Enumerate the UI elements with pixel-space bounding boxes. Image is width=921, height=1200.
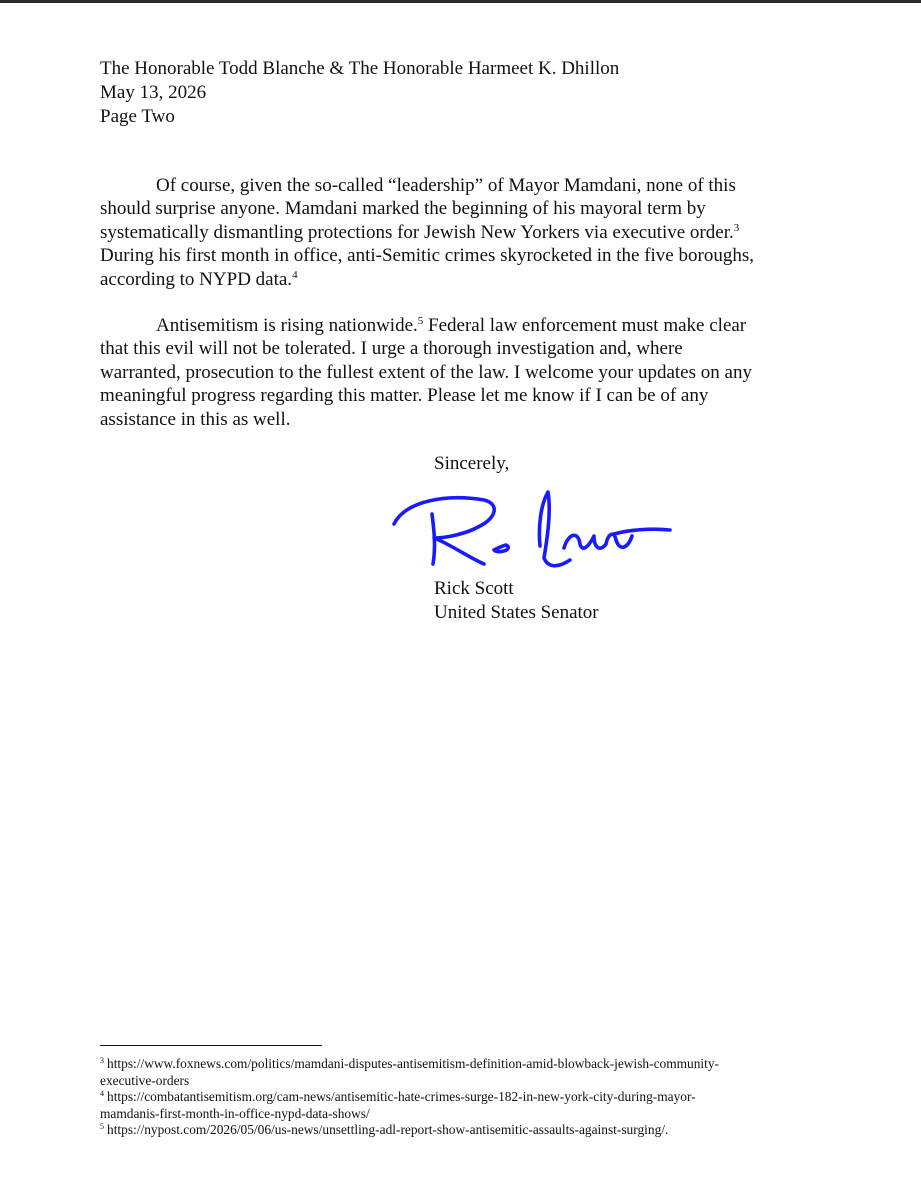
- closing-salutation: Sincerely,: [434, 453, 510, 474]
- footnote-line: executive-orders: [100, 1072, 190, 1088]
- line-text: Antisemitism is rising nationwide.: [156, 315, 418, 336]
- line-text: according to NYPD data.: [100, 268, 293, 290]
- paragraph-line: Of course, given the so-called “leadership” of Mayor Mamdani, none of this: [156, 175, 736, 196]
- header-recipients: The Honorable Todd Blanche & The Honorable Harmeet K. Dhillon: [100, 58, 620, 79]
- signer-title: United States Senator: [434, 602, 599, 623]
- footnote-number: 4: [100, 1089, 104, 1098]
- footnote-4: [100, 1089, 840, 1122]
- paragraph-line: [100, 221, 820, 244]
- body-paragraph-1: [100, 174, 820, 291]
- paragraph-line: that this evil will not be tolerated. I urge a thorough investigation and, where: [100, 338, 683, 360]
- footnote-line: [100, 1122, 840, 1139]
- footnote-line: [100, 1056, 840, 1073]
- footnote-ref-5: 5: [417, 315, 424, 327]
- footnote-line: [100, 1089, 840, 1106]
- footnote-url: https://nypost.com/2026/05/06/us-news/unsettling-adl-report-show-antisemitic-assaults-against-surging/.: [107, 1122, 669, 1137]
- header-date: May 13, 2026: [100, 82, 207, 103]
- header-page-number: Page Two: [100, 106, 175, 127]
- footnote-3: [100, 1056, 840, 1089]
- footnote-number: 5: [100, 1122, 104, 1131]
- paragraph-line: should surprise anyone. Mamdani marked the beginning of his mayoral term by: [100, 198, 706, 220]
- footnote-ref-3: 3: [733, 221, 740, 234]
- paragraph-line: warranted, prosecution to the fullest extent of the law. I welcome your updates on any: [100, 361, 752, 383]
- line-text: Federal law enforcement must make clear: [423, 315, 747, 336]
- letter-header: [100, 57, 619, 129]
- footnote-url: https://combatantisemitism.org/cam-news/antisemitic-hate-crimes-surge-182-in-new-york-city-during-mayor-: [107, 1089, 696, 1104]
- footnote-separator: [100, 1045, 322, 1046]
- paragraph-line: assistance in this as well.: [100, 408, 291, 430]
- paragraph-line: meaningful progress regarding this matter. Please let me know if I can be of any: [100, 385, 709, 407]
- page-top-border: [0, 0, 921, 3]
- footnote-ref-4: 4: [292, 268, 298, 281]
- footnote-url: https://www.foxnews.com/politics/mamdani-disputes-antisemitism-definition-amid-blowback-jewish-community-: [107, 1056, 720, 1071]
- footnote-number: 3: [100, 1056, 104, 1065]
- line-text: systematically dismantling protections for Jewish New Yorkers via executive order.: [100, 221, 734, 243]
- handwritten-signature: [388, 486, 678, 581]
- footnote-line: mamdanis-first-month-in-office-nypd-data-shows/: [100, 1105, 370, 1121]
- footnotes: [100, 1056, 840, 1139]
- signer-name: Rick Scott: [434, 578, 514, 599]
- footnote-5: [100, 1122, 840, 1139]
- paragraph-line: [100, 268, 820, 291]
- paragraph-line: [100, 314, 820, 337]
- paragraph-line: During his first month in office, anti-Semitic crimes skyrocketed in the five boroughs,: [100, 245, 754, 267]
- body-paragraph-2: [100, 314, 820, 431]
